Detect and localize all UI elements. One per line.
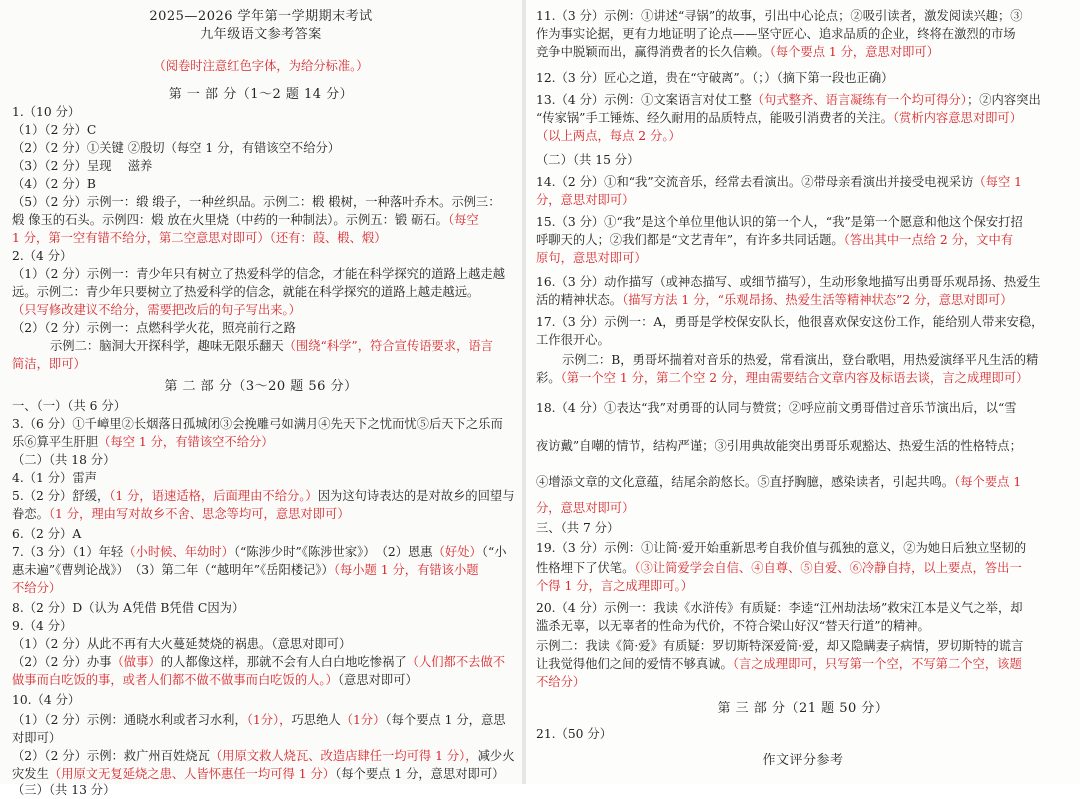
q5-criteria-cont: （1 分，理由写对故乡不舍、思念等均可，意思对即可） — [48, 507, 350, 521]
q5-text-cont: 眷恋。 — [12, 507, 49, 521]
grading-note: （阅卷时注意红色字体，为给分标准。） — [153, 59, 369, 73]
q7-answer — [12, 544, 507, 561]
q17-example2-cont — [536, 370, 1028, 387]
q14-answer — [536, 174, 1022, 191]
exam-subtitle: 九年级语文参考答案 — [200, 27, 322, 42]
q15-text: 呼聊天的人；②我们都是“文艺青年”，有许多共同话题。 — [536, 233, 844, 247]
q2-heading: 2.（4 分） — [12, 249, 73, 263]
q17-example2: 示例二：B，勇哥坏揣着对音乐的热爱，常看演出，登台歌唱，用热爱演绎平凡生活的精 — [562, 353, 1039, 367]
q2-1-criteria: （只写修改建议不给分，需要把改后的句子写出来。） — [12, 303, 301, 317]
q1-5-criteria: （每空 — [447, 213, 479, 227]
q9-heading: 9.（4 分） — [12, 619, 73, 633]
section-three-right-heading: 三、（共 7 分） — [536, 521, 620, 535]
q17-answer-cont: 工作很开心。 — [536, 333, 610, 347]
q20-text: 让我觉得他们之间的爱情不够真诚。 — [536, 657, 733, 671]
q13-answer — [536, 92, 1041, 109]
q9-2-criteria2: （人们都不去做不 — [406, 655, 506, 669]
left-column — [0, 0, 522, 797]
q10-1-answer-cont: 对即可） — [12, 731, 62, 745]
q5-answer — [12, 488, 515, 505]
q1-heading: 1.（10 分） — [12, 105, 81, 119]
q10-1-answer — [12, 712, 506, 729]
q19-criteria-cont: 个得 1 分，言之成理即可。） — [536, 579, 694, 593]
right-column — [526, 0, 1080, 784]
q18-answer-cont: 夜访戴”自嘲的情节，结构严谨；③引用典故能突出勇哥乐观豁达、热爱生活的性格特点； — [536, 439, 1022, 453]
q17-text: 彩。 — [536, 371, 561, 385]
q13-criteria-cont: （以上两点，每点 2 分。） — [536, 129, 681, 143]
q11-answer-cont2 — [536, 44, 939, 61]
q16-criteria: （描写方法 1 分，“乐观昂扬、热爱生活等精神状态”2 分，意思对即可） — [622, 293, 1013, 307]
q5-text: 5.（2 分）舒缓， — [12, 489, 110, 503]
q13-answer-cont — [536, 110, 1022, 127]
q16-answer: 16.（3 分）动作描写（或神态描写、或细节描写），生动形象地描写出勇哥乐观昂扬、热爱生 — [536, 275, 1041, 289]
q7-criteria1: （小时候、年幼时） — [123, 545, 234, 559]
q1-5-answer: （5）（2 分）示例一：缎 缎子，一种丝织品。示例二：椴 椴树，一种落叶乔木。示例三： — [12, 195, 501, 209]
q13-criteria2: （赏析内容意思对即可） — [892, 111, 1023, 125]
q20-criteria: （言之成理即可，只写第一个空，不写第二个空，该题 — [732, 657, 1022, 671]
q10-2-text: （2）（2 分）示例：救广州百姓烧瓦 — [12, 749, 210, 763]
q15-criteria: （答出其中一点给 2 分，文中有 — [843, 233, 1014, 247]
q17-criteria: （第一个空 1 分，第二个空 2 分，理由需要结合文章内容及标语去谈，言之成理即可） — [560, 371, 1029, 385]
q15-answer: 15.（3 分）①“我”是这个单位里他认识的第一个人，“我”是第一个愿意和他这个保安打招 — [536, 215, 1023, 229]
q1-4-answer: （4）（2 分）B — [12, 177, 96, 191]
q6-answer: 6.（2 分）A — [12, 527, 82, 541]
q12-answer: 12.（3 分）匠心之道，贵在“守破离”。（；）（摘下第一段也正确） — [536, 71, 894, 85]
q17-answer: 17.（3 分）示例一：A，勇哥是学校保安队长，他很喜欢保安这份工作，能给别人带来安稳， — [536, 315, 1044, 329]
q18-answer-cont2 — [536, 474, 1021, 491]
q7-criteria2: （好处） — [432, 545, 482, 559]
q9-1-answer: （1）（2 分）从此不再有大火蔓延焚烧的祸患。（意思对即可） — [12, 637, 352, 651]
q5-reason: 因为这句诗表达的是对故乡的回望与 — [317, 489, 515, 503]
q10-1-score1: （1分）， — [246, 713, 292, 727]
q20-example2: 示例二：我读《简·爱》有质疑：罗切斯特深爱简·爱，却又隐瞒妻子病情，罗切斯特的谎言 — [536, 639, 1024, 653]
q2-2-text: 示例二：脑洞大开探科学，趣味无限乐翻天 — [50, 339, 284, 353]
q9-2-note: （意思对即可） — [337, 673, 418, 687]
q18-criteria: （每个要点 1 — [954, 475, 1022, 489]
q5-answer-cont — [12, 506, 350, 523]
q14-criteria: （每空 1 — [973, 175, 1022, 189]
q9-2-answer — [12, 654, 505, 671]
q3-answer-cont — [12, 434, 274, 451]
q13-text: 13.（4 分）示例：①文案语言对仗工整 — [536, 93, 752, 107]
q10-2-text2: 减少火 — [477, 749, 515, 763]
q9-2-answer-cont — [12, 672, 418, 689]
q2-2-answer: （2）（2 分）示例一：点燃科学火花，照亮前行之路 — [12, 321, 296, 335]
q14-criteria-cont: 分，意思对即可） — [536, 193, 635, 207]
q18-answer: 18.（4 分）①表达“我”对勇哥的认同与赞赏；②呼应前文勇哥借过音乐节演出后，以“雪 — [536, 401, 1017, 415]
q20-answer: 20.（4 分）示例一：我读《水浒传》有质疑：李逵“江州劫法场”救宋江本是义气之举，却 — [536, 601, 1023, 615]
q10-2-criteria: （用原文救人烧瓦、改造店肆任一均可得 1 分）， — [209, 749, 478, 763]
q13-text2: ；②内容突出 — [966, 93, 1041, 107]
q13-text3: “传家锅”手工锤炼、经久耐用的品质特点，能吸引消费者的关注。 — [536, 111, 893, 125]
q2-2-criteria: （围绕“科学”，符合宣传语要求，语言 — [283, 339, 493, 353]
q18-text: ④增添文章的文化意蕴，结尾余韵悠长。⑤直抒胸臆，感染读者，引起共鸣。 — [536, 475, 955, 489]
q11-answer: 11.（3 分）示例：①讲述“寻锅”的故事，引出中心论点；②吸引读者，激发阅读兴趣；③ — [536, 9, 1023, 23]
q4-answer: 4.（1 分）雷声 — [12, 471, 97, 485]
q7-criteria-cont: 不给分） — [12, 581, 62, 595]
q10-2-note: （每个要点 1 分，意思对即可） — [335, 767, 505, 781]
q9-2-criteria1: （做事） — [111, 655, 161, 669]
q1-5-answer-cont — [12, 212, 479, 229]
q10-1-score2: （1分） — [340, 713, 386, 727]
q5-criteria: （1 分，语速适格，后面理由不给分。） — [109, 489, 318, 503]
part-two-heading: 第 二 部 分（3～20 题 56 分） — [164, 379, 358, 394]
q7-part3: （“小 — [481, 545, 507, 559]
q10-2-answer-cont — [12, 766, 504, 783]
q9-2-criteria3: 做事而白吃饭的事，或者人们都不做不做事而白吃饭的人。） — [12, 673, 338, 687]
part-one-heading: 第 一 部 分（1～2 题 14 分） — [168, 87, 354, 102]
q14-text: 14.（2 分）①和“我”交流音乐，经常去看演出。②带母亲看演出并接受电视采访 — [536, 175, 974, 189]
q10-heading: 10.（4 分） — [12, 693, 81, 707]
q2-2-answer-cont — [50, 338, 493, 355]
q19-answer-cont — [536, 560, 1022, 577]
q8-answer: 8.（2 分）D（认为 A凭借 B凭借 C因为） — [12, 601, 245, 615]
q19-text: 性格埋下了伏笔。 — [536, 561, 635, 575]
q11-answer-cont: 作为事实论据，更有力地证明了论点——坚守匠心、追求品质的企业，终将在激烈的市场 — [536, 27, 1016, 41]
q1-3-answer: （3）（2 分）呈现 滋养 — [12, 159, 153, 173]
q10-1-text2: 巧思绝人 — [291, 713, 341, 727]
q7-part1: 7.（3 分）（1）年轻 — [12, 545, 124, 559]
q15-criteria-cont: 原句，意思对即可） — [536, 251, 647, 265]
q7-criteria3: （每小题 1 分，有错该小题 — [333, 563, 479, 577]
q16-text: 活的精神状态。 — [536, 293, 623, 307]
q10-2-text3: 灾发生 — [12, 767, 49, 781]
q10-1-text: （1）（2 分）示例：通晓水利或者习水利， — [12, 713, 247, 727]
q13-criteria: （句式整齐、语言凝练有一个均可得分） — [751, 93, 967, 107]
q20-criteria-cont: 不给分） — [536, 675, 586, 689]
section-two-heading: （二）（共 18 分） — [12, 453, 116, 467]
q2-1-answer-cont: 远。示例二：青少年只要树立了热爱科学的信念，就能在科学探究的道路上越走越远。 — [12, 285, 480, 299]
q1-2-answer: （2）（2 分）①关键 ②殷切（每空 1 分，有错该空不给分） — [12, 141, 341, 155]
q11-text: 竞争中脱颖而出，赢得消费者的长久信赖。 — [536, 45, 770, 59]
q9-2-text2: 的人都像这样，那就不会有人白白地吃惨祸了 — [160, 655, 407, 669]
q7-part4: 惠未遍”《曹刿论战》） （3）第二年（“越明年”《岳阳楼记》） — [12, 563, 334, 577]
q16-answer-cont — [536, 292, 1013, 309]
q3-answer: 3.（6 分）①千嶂里②长烟落日孤城闭③会挽雕弓如满月④先天下之忧而忧⑤后天下之乐而 — [12, 417, 503, 431]
section-three-heading: （三）（共 13 分） — [12, 783, 116, 797]
section-one-heading: 一、（一）（共 6 分） — [12, 399, 127, 413]
exam-title: 2025—2026 学年第一学期期末考试 — [149, 9, 373, 24]
q3-criteria: （每空 1 分，有错该空不给分） — [98, 435, 274, 449]
q1-5-text: 煅 像玉的石头。示例四：煅 放在火里烧（中药的一种制法）。示例五：锻 砺石。 — [12, 213, 448, 227]
q21-heading: 21.（50 分） — [536, 727, 613, 741]
essay-scoring-heading: 作文评分参考 — [762, 753, 844, 768]
section-two-right-heading: （二）（共 15 分） — [536, 153, 640, 167]
q3-text: 乐⑥算平生肝胆 — [12, 435, 99, 449]
q20-example2-cont — [536, 656, 1022, 673]
q18-criteria-cont: 分，意思对即可） — [536, 501, 635, 515]
q2-2-criteria-cont: 简洁，即可） — [12, 357, 86, 371]
q1-5-criteria-cont: 1 分，第一空有错不给分，第二空意思对即可）（还有：葭、椴、煅） — [12, 231, 387, 245]
q10-2-criteria2: （用原文无复延烧之患、人皆怀惠任一均可得 1 分） — [48, 767, 336, 781]
q20-answer-cont: 滥杀无辜，以无辜者的性命为代价，不符合梁山好汉“替天行道”的精神。 — [536, 619, 930, 633]
q15-answer-cont — [536, 232, 1013, 249]
q7-answer-cont — [12, 562, 479, 579]
q10-1-text3: （每个要点 1 分，意思 — [385, 713, 506, 727]
q10-2-answer — [12, 748, 515, 765]
q2-1-answer: （1）（2 分）示例一：青少年只有树立了热爱科学的信念，才能在科学探究的道路上越走越 — [12, 267, 505, 281]
q1-1-answer: （1）（2 分）C — [12, 123, 97, 137]
q19-answer: 19.（3 分）示例：①让简·爱开始重新思考自我价值与孤独的意义，②为她日后独立坚韧的 — [536, 541, 1027, 555]
q19-criteria: （③让简爱学会自信、④自尊、⑤自爱、⑥冷静自持，以上要点，答出一 — [634, 561, 1022, 575]
q7-part2: （“陈涉少时”《陈涉世家》） （2）恩惠 — [233, 545, 433, 559]
q11-criteria: （每个要点 1 分，意思对即可） — [769, 45, 940, 59]
q9-2-text: （2）（2 分）办事 — [12, 655, 112, 669]
part-three-heading: 第 三 部 分（21 题 50 分） — [717, 701, 889, 716]
